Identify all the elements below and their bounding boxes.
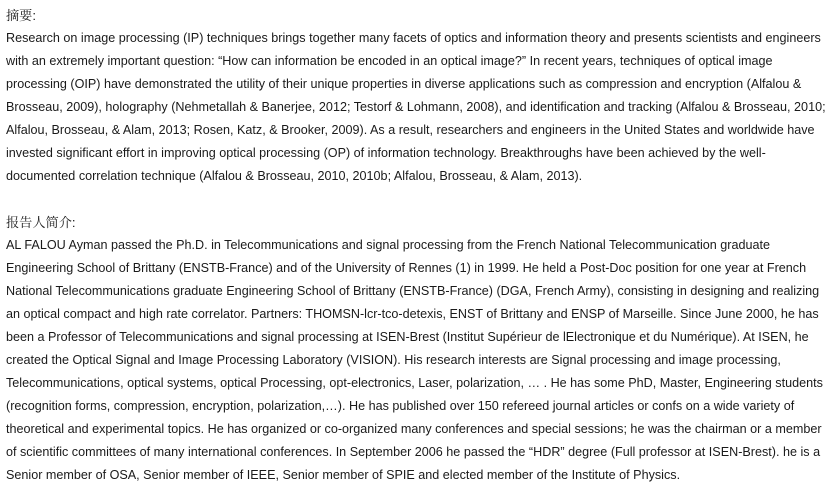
abstract-paragraph: Research on image processing (IP) techniques brings together many facets of optics and information theory and presents scientists and engineers with an extremely important question: “How can information be encoded in an optical image?” In recent years, techniques of optical image processing (OIP) have demonstrated the utility of their unique properties in diverse applications such as compression and encryption (Alfalou & Brosseau, 2009), holography (Nehmetallah & Banerjee, 2012; Testorf & Lohmann, 2008), and identification and tracking (Alfalou & Brosseau, 2010; Alfalou, Brosseau, & Alam, 2013; Rosen, Katz, & Brooker, 2009). As a result, researchers and engineers in the United States and worldwide have invested significant effort in improving optical processing (OP) of information technology. Breakthroughs have been achieved by the well-documented correlation technique (Alfalou & Brosseau, 2010, 2010b; Alfalou, Brosseau, & Alam, 2013). [6, 31, 826, 183]
section-spacer [6, 188, 832, 211]
speaker-bio-paragraph: AL FALOU Ayman passed the Ph.D. in Telecommunications and signal processing from the French National Telecommunication graduate Engineering School of Brittany (ENSTB-France) and of the University of Rennes (1) in 1999. He held a Post-Doc position for one year at French National Telecommunications graduate Engineering School of Brittany (ENSTB-France) (DGA, French Army), consisting in designing and realizing an optical compact and high rate correlator. Partners: THOMSN-lcr-tco-detexis, ENST of Brittany and ENSP of Marseille. Since June 2000, he has been a Professor of Telecommunications and signal processing at ISEN-Brest (Institut Supérieur de lElectronique et du Numérique). At ISEN, he created the Optical Signal and Image Processing Laboratory (VISION). His research interests are Signal processing and image processing, Telecommunications, optical systems, optical Processing, opt-electronics, Laser, polarization, … . He has some PhD, Master, Engineering students (recognition forms, compression, encryption, polarization,…). He has published over 150 refereed journal articles or confs on a wide variety of theoretical and experimental topics. He has organized or co-organized many conferences and special sessions; he was the chairman or a member of scientific committees of many international conferences. In September 2006 he passed the “HDR” degree (Full professor at ISEN-Brest). he is a Senior member of OSA, Senior member of IEEE, Senior member of SPIE and elected member of the Institute of Physics. [6, 238, 823, 482]
abstract-heading: 摘要: [6, 8, 37, 23]
speaker-bio-heading: 报告人简介: [6, 215, 76, 230]
document-body [6, 4, 832, 487]
